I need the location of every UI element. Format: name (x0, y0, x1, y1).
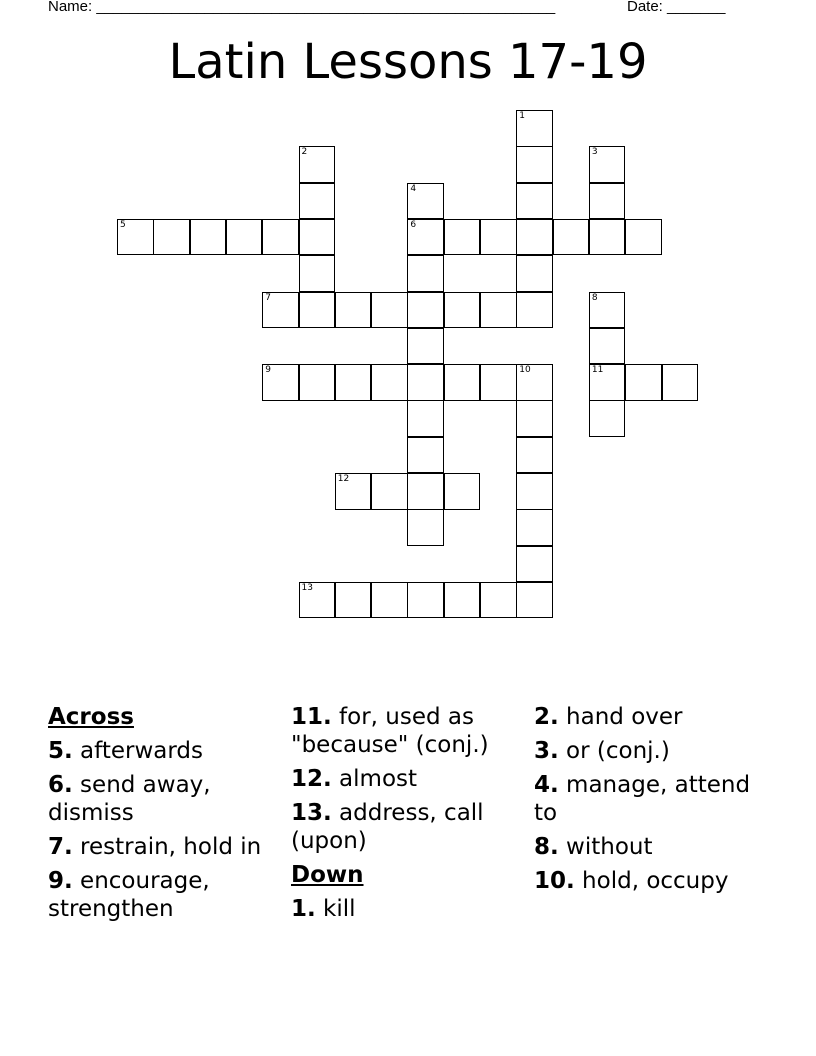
across-heading: Across (48, 704, 134, 730)
grid-cell[interactable] (480, 582, 517, 619)
grid-cell[interactable] (589, 292, 626, 329)
grid-cell[interactable] (335, 582, 372, 619)
clue-number: 7. (48, 834, 73, 860)
cell-number: 5 (120, 219, 126, 230)
grid-cell[interactable] (190, 219, 227, 256)
clue-text: send away, dismiss (48, 772, 211, 826)
down-heading: Down (291, 862, 364, 888)
clue-across-6 (48, 771, 283, 827)
clue-number: 1. (291, 896, 316, 922)
grid-cell[interactable] (589, 328, 626, 365)
grid-cell[interactable] (480, 292, 517, 329)
grid-cell[interactable] (117, 219, 154, 256)
grid-cell[interactable] (589, 400, 626, 437)
grid-cell[interactable] (407, 183, 444, 220)
cell-number: 12 (337, 474, 350, 484)
clue-down-3 (534, 737, 769, 765)
grid-cell[interactable] (407, 219, 444, 256)
grid-cell[interactable] (262, 364, 299, 401)
clue-text: hold, occupy (574, 868, 729, 894)
clue-text: restrain, hold in (72, 834, 262, 860)
clue-column-1 (48, 703, 283, 929)
grid-cell[interactable] (407, 400, 444, 437)
clue-text: or (conj.) (558, 738, 670, 764)
header-line (48, 0, 768, 18)
grid-cell[interactable] (516, 219, 553, 256)
clue-text: address, call (upon) (291, 800, 484, 854)
grid-cell[interactable] (662, 364, 699, 401)
clue-down-4 (534, 771, 769, 827)
clue-column-3 (534, 703, 769, 901)
cell-number: 11 (591, 365, 604, 376)
cell-number: 3 (591, 147, 598, 158)
grid-cell[interactable] (371, 582, 408, 619)
cell-number: 2 (301, 147, 308, 158)
clue-text: kill (315, 896, 356, 922)
grid-cell[interactable] (516, 509, 553, 546)
grid-cell[interactable] (299, 292, 336, 329)
grid-cell[interactable] (516, 400, 553, 437)
grid-cell[interactable] (299, 146, 336, 183)
grid-cell[interactable] (589, 219, 626, 256)
grid-cell[interactable] (371, 364, 408, 401)
clue-across-13 (291, 799, 526, 855)
clue-down-2 (534, 703, 769, 731)
grid-cell[interactable] (516, 437, 553, 474)
grid-cell[interactable] (516, 546, 553, 583)
cell-number: 4 (410, 183, 417, 194)
grid-cell[interactable] (335, 364, 372, 401)
clue-across-7 (48, 833, 283, 861)
grid-cell[interactable] (371, 292, 408, 329)
clue-text: afterwards (72, 738, 204, 764)
clue-text: manage, attend to (534, 772, 751, 826)
grid-cell[interactable] (444, 582, 481, 619)
grid-cell[interactable] (407, 437, 444, 474)
grid-cell[interactable] (407, 509, 444, 546)
clue-number: 4. (534, 772, 559, 798)
grid-cell[interactable] (407, 364, 444, 401)
grid-cell[interactable] (299, 582, 336, 619)
grid-cell[interactable] (480, 364, 517, 401)
grid-cell[interactable] (444, 473, 481, 510)
clue-down-1 (291, 895, 526, 923)
grid-cell[interactable] (516, 110, 553, 147)
clue-number: 12. (291, 766, 332, 792)
grid-cell[interactable] (444, 219, 481, 256)
grid-cell[interactable] (226, 219, 263, 256)
cell-number: 7 (265, 292, 271, 303)
grid-cell[interactable] (516, 364, 553, 401)
grid-cell[interactable] (589, 183, 626, 220)
grid-cell[interactable] (516, 255, 553, 292)
grid-cell[interactable] (589, 146, 626, 183)
cell-number: 9 (265, 365, 271, 376)
grid-cell[interactable] (407, 582, 444, 619)
clue-text: encourage, strengthen (48, 868, 210, 922)
clue-column-2 (291, 703, 526, 929)
clue-number: 5. (48, 738, 73, 764)
grid-cell[interactable] (299, 255, 336, 292)
grid-cell[interactable] (371, 473, 408, 510)
clue-number: 3. (534, 738, 559, 764)
grid-cell[interactable] (444, 364, 481, 401)
clue-down-10 (534, 867, 769, 895)
date-field-line[interactable]: Date: _______ (627, 0, 726, 15)
clue-across-9 (48, 867, 283, 923)
grid-cell[interactable] (625, 219, 662, 256)
grid-cell[interactable] (262, 292, 299, 329)
name-field-line[interactable]: Name: _______________________________________________________ (48, 0, 556, 15)
clue-across-12 (291, 765, 526, 793)
clue-number: 11. (291, 704, 332, 730)
grid-cell[interactable] (407, 328, 444, 365)
grid-cell[interactable] (553, 219, 590, 256)
clue-text: almost (331, 766, 418, 792)
clue-number: 2. (534, 704, 559, 730)
clue-number: 6. (48, 772, 73, 798)
clue-across-11 (291, 703, 526, 759)
grid-cell[interactable] (516, 183, 553, 220)
grid-cell[interactable] (299, 219, 336, 256)
grid-cell[interactable] (153, 219, 190, 256)
clue-number: 10. (534, 868, 575, 894)
cell-number: 10 (519, 365, 531, 376)
clue-across-5 (48, 737, 283, 765)
cell-number: 13 (301, 582, 313, 593)
clue-text: without (558, 834, 653, 860)
clue-text: for, used as "because" (conj.) (291, 704, 489, 758)
grid-cell[interactable] (589, 364, 626, 401)
grid-cell[interactable] (516, 292, 553, 329)
grid-cell[interactable] (516, 473, 553, 510)
grid-cell[interactable] (335, 292, 372, 329)
grid-cell[interactable] (625, 364, 662, 401)
grid-cell[interactable] (335, 473, 372, 510)
clue-number: 9. (48, 868, 73, 894)
cell-number: 6 (410, 219, 417, 230)
cell-number: 1 (519, 111, 526, 121)
grid-cell[interactable] (516, 146, 553, 183)
clue-number: 8. (534, 834, 559, 860)
page-title: Latin Lessons 17-19 (168, 34, 648, 90)
clue-text: hand over (558, 704, 683, 730)
grid-cell[interactable] (407, 473, 444, 510)
clue-number: 13. (291, 800, 332, 826)
clue-down-8 (534, 833, 769, 861)
grid-cell[interactable] (444, 292, 481, 329)
grid-cell[interactable] (480, 219, 517, 256)
cell-number: 8 (591, 292, 598, 303)
grid-cell[interactable] (516, 582, 553, 619)
grid-cell[interactable] (299, 183, 336, 220)
grid-cell[interactable] (262, 219, 299, 256)
grid-cell[interactable] (407, 255, 444, 292)
grid-cell[interactable] (407, 292, 444, 329)
grid-cell[interactable] (299, 364, 336, 401)
